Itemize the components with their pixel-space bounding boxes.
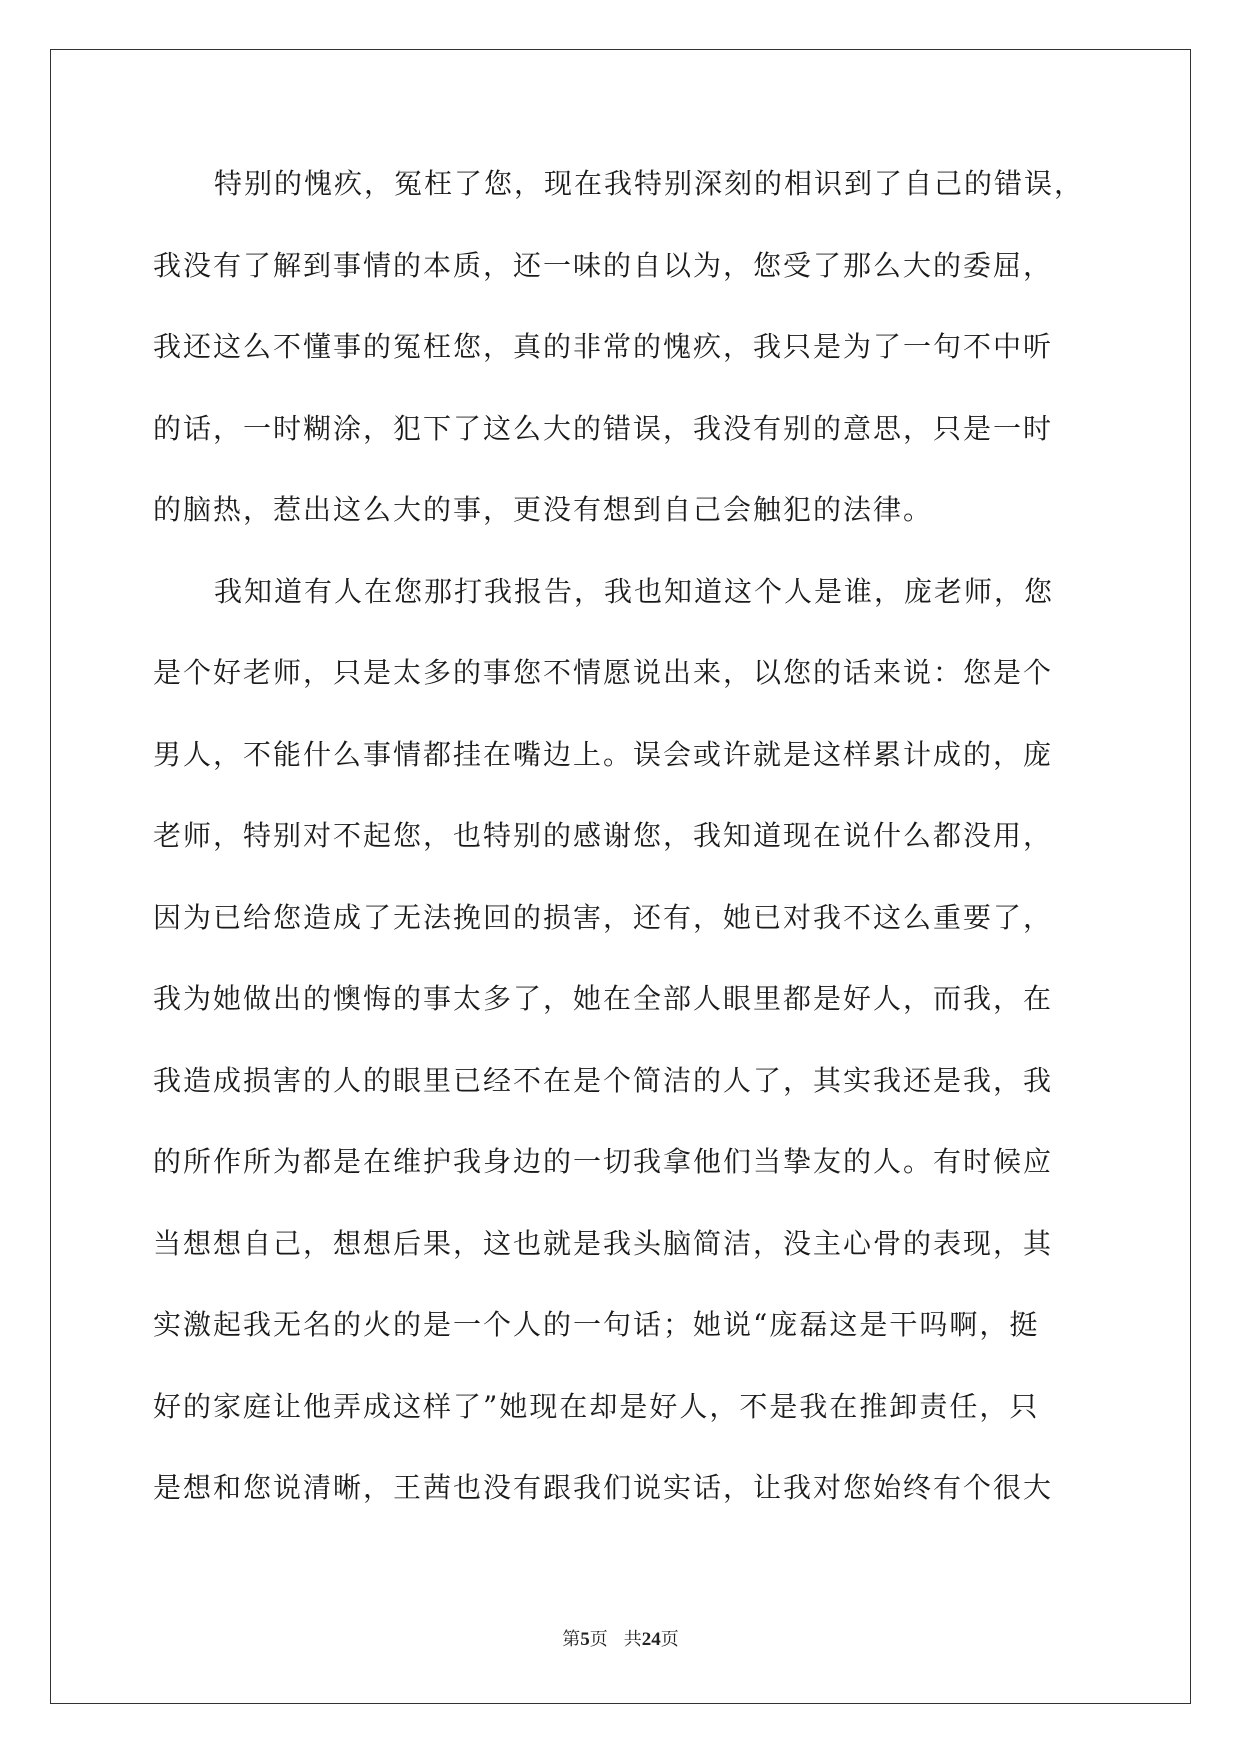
total-unit: 页 [660, 1629, 679, 1650]
document-body [153, 166, 1089, 1552]
total-pages: 24 [641, 1629, 661, 1650]
paragraph-2-line-9: 当想想自己，想想后果，这也就是我头脑简洁，没主心骨的表现，其 [153, 1226, 1054, 1260]
paragraph-2-line-11: 好的家庭让他弄成这样了”她现在却是好人，不是我在推卸责任，只 [153, 1389, 1040, 1423]
page-footer [0, 1625, 1241, 1651]
paragraph-2-line-8: 的所作所为都是在维护我身边的一切我拿他们当挚友的人。有时候应 [153, 1145, 1054, 1178]
paragraph-2-line-10: 实激起我无名的火的是一个人的一句话；她说“庞磊这是干吗啊，挺 [153, 1308, 1040, 1341]
paragraph-2-line-6: 我为她做出的懊悔的事太多了，她在全部人眼里都是好人，而我，在 [153, 982, 1054, 1015]
paragraph-1-line-5: 的脑热，惹出这么大的事，更没有想到自己会触犯的法律。 [153, 493, 934, 526]
page-number: 5 [580, 1629, 590, 1650]
paragraph-2-line-7: 我造成损害的人的眼里已经不在是个简洁的人了，其实我还是我，我 [153, 1063, 1054, 1097]
paragraph-2-line-2: 是个好老师，只是太多的事您不情愿说出来，以您的话来说：您是个 [153, 656, 1054, 689]
paragraph-1-line-1: 特别的愧疚，冤枉了您，现在我特别深刻的相识到了自己的错误， [214, 167, 1085, 200]
paragraph-2-line-4: 老师，特别对不起您，也特别的感谢您，我知道现在说什么都没用， [153, 819, 1054, 852]
paragraph-2-line-3: 男人，不能什么事情都挂在嘴边上。误会或许就是这样累计成的，庞 [153, 737, 1054, 771]
page-unit: 页 [589, 1629, 608, 1650]
paragraph-2-line-5: 因为已给您造成了无法挽回的损害，还有，她已对我不这么重要了， [153, 900, 1054, 934]
paragraph-2-line-1: 我知道有人在您那打我报告，我也知道这个人是谁，庞老师，您 [214, 574, 1055, 608]
total-prefix: 共 [623, 1629, 642, 1650]
paragraph-1-line-4: 的话，一时糊涂，犯下了这么大的错误，我没有别的意思，只是一时 [153, 411, 1054, 445]
paragraph-2-line-12: 是想和您说清晰，王茜也没有跟我们说实话，让我对您始终有个很大 [153, 1471, 1054, 1504]
page-prefix: 第 [562, 1629, 581, 1650]
paragraph-1-line-2: 我没有了解到事情的本质，还一味的自以为，您受了那么大的委屈， [153, 248, 1054, 282]
paragraph-1-line-3: 我还这么不懂事的冤枉您，真的非常的愧疚，我只是为了一句不中听 [153, 330, 1054, 363]
